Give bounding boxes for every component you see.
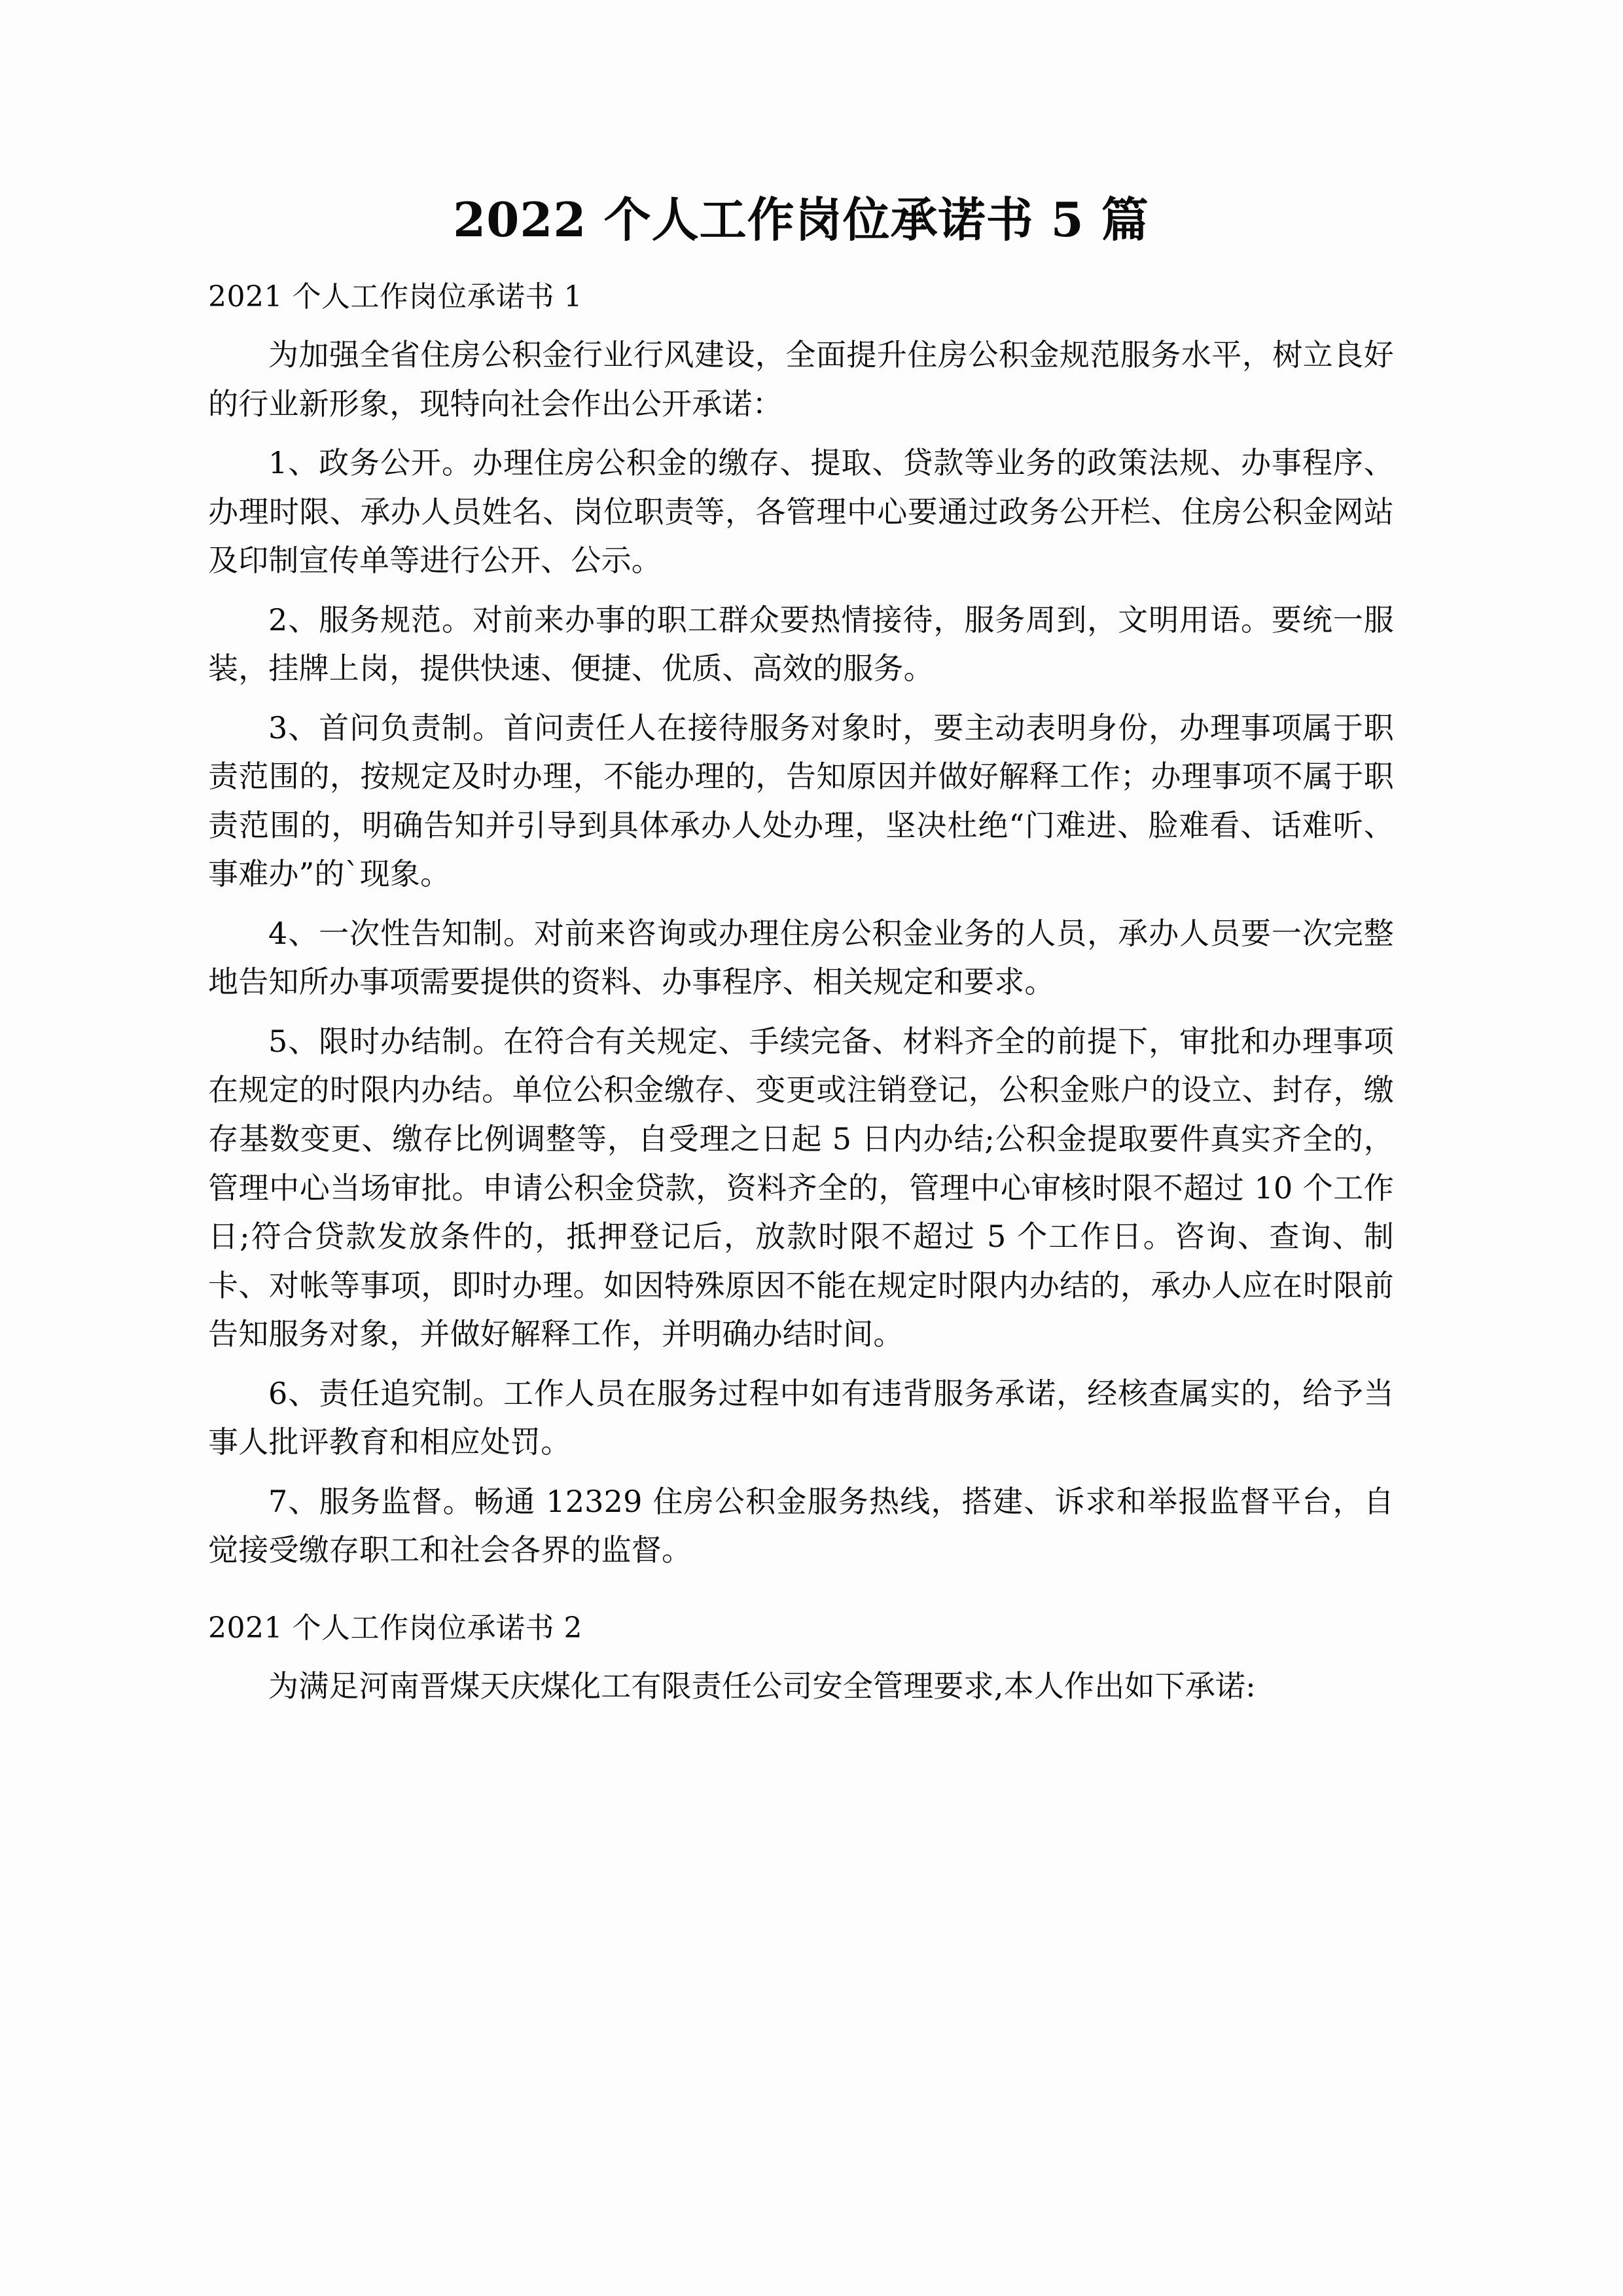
page-title: 2022 个人工作岗位承诺书 5 篇 — [453, 192, 1149, 247]
paragraph-item-4: 4、一次性告知制。对前来咨询或办理住房公积金业务的人员，承办人员要一次完整地告知所办事项需要提供的资料、办事程序、相关规定和要求。 — [208, 915, 1394, 1000]
paragraph-item-1: 1、政务公开。办理住房公积金的缴存、提取、贷款等业务的政策法规、办事程序、办理时限、承办人员姓名、岗位职责等，各管理中心要通过政务公开栏、住房公积金网站及印制宣传单等进行公开、公示。 — [208, 445, 1394, 579]
document-content — [208, 0, 1394, 1710]
section-heading-2: 2021 个人工作岗位承诺书 2 — [208, 1611, 582, 1645]
paragraph-section2-intro: 为满足河南晋煤天庆煤化工有限责任公司安全管理要求,本人作出如下承诺: — [268, 1668, 1256, 1704]
section-heading-1: 2021 个人工作岗位承诺书 1 — [208, 280, 582, 314]
paragraph-item-7: 7、服务监督。畅通 12329 住房公积金服务热线，搭建、诉求和举报监督平台，自觉接受缴存职工和社会各界的监督。 — [208, 1483, 1394, 1568]
paragraph-item-2: 2、服务规范。对前来办事的职工群众要热情接待，服务周到，文明用语。要统一服装，挂牌上岗，提供快速、便捷、优质、高效的服务。 — [208, 601, 1394, 687]
paragraph-item-6: 6、责任追究制。工作人员在服务过程中如有违背服务承诺，经核查属实的，给予当事人批评教育和相应处罚。 — [208, 1375, 1394, 1460]
paragraph-intro: 为加强全省住房公积金行业行风建设，全面提升住房公积金规范服务水平，树立良好的行业新形象，现特向社会作出公开承诺： — [208, 337, 1394, 422]
paragraph-item-5: 5、限时办结制。在符合有关规定、手续完备、材料齐全的前提下，审批和办理事项在规定的时限内办结。单位公积金缴存、变更或注销登记，公积金账户的设立、封存，缴存基数变更、缴存比例调整等，自受理之日起 5 日内办结;公积金提取要件真实齐全的，管理中心当场审批。申请公积金贷款，资料齐全的，管理中心审核时限不超过 10 个工作日;符合贷款发放条件的，抵押登记后，放款时限不超过 5 个工作日。咨询、查询、制卡、对帐等事项，即时办理。如因特殊原因不能在规定时限内办结的，承办人应在时限前告知服务对象，并做好解释工作，并明确办结时间。 — [208, 1023, 1394, 1352]
paragraph-item-3: 3、首问负责制。首问责任人在接待服务对象时，要主动表明身份，办理事项属于职责范围的，按规定及时办理，不能办理的，告知原因并做好解释工作；办理事项不属于职责范围的，明确告知并引导到具体承办人处办理，坚决杜绝“门难进、脸难看、话难听、事难办”的`现象。 — [208, 709, 1394, 892]
